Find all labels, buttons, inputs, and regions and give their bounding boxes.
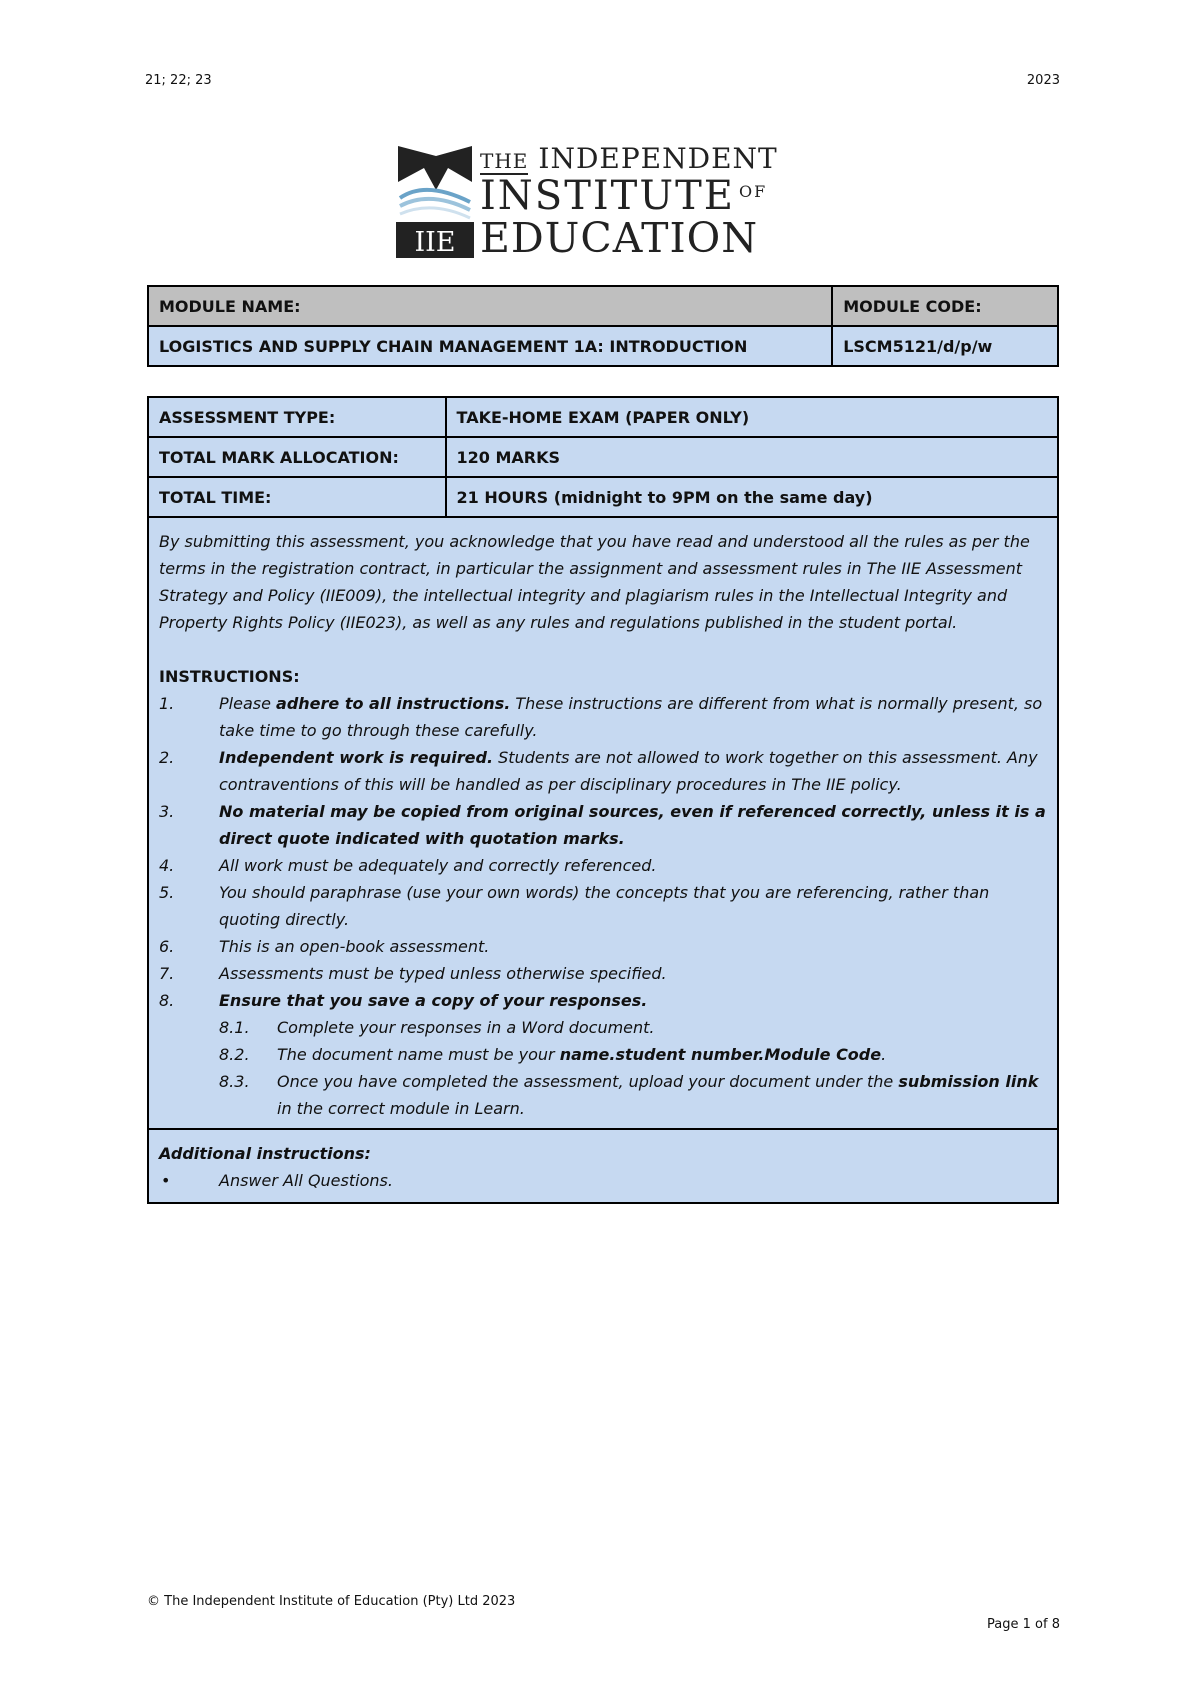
sub-instruction-item: 8.3. Once you have completed the assessment, upload your document under the submission link in the correct module in Learn. [219,1072,1039,1118]
logo-education: EDUCATION [480,214,759,262]
instruction-item: 6. This is an open-book assessment. [159,937,490,956]
instruction-item: 2. Independent work is required. Students are not allowed to work together on this assessment. Any contraventions of this will be handled as per disciplinary procedures in The IIE policy. [159,748,1038,794]
instruction-item: 1. Please adhere to all instructions. These instructions are different from what is normally present, so take time to go through these carefully. [159,694,1043,740]
logo-of: OF [738,182,768,201]
total-mark-label: TOTAL MARK ALLOCATION: [148,437,446,477]
module-name-value: LOGISTICS AND SUPPLY CHAIN MANAGEMENT 1A: INTRODUCTION [148,326,832,366]
header-year: 2023 [1026,73,1060,88]
instruction-item: 4. All work must be adequately and correctly referenced. [159,856,657,875]
logo-independent: INDEPENDENT [538,142,778,175]
assessment-table [147,396,1059,1204]
logo-institute: INSTITUTE [480,173,735,219]
module-name-label: MODULE NAME: [148,286,832,326]
assessment-type-label: ASSESSMENT TYPE: [148,397,446,437]
sub-instructions-list [219,1014,1047,1122]
instructions-title: INSTRUCTIONS: [159,667,300,686]
logo-the: THE [480,149,529,173]
bullet-icon: • [161,1171,171,1190]
instruction-item: 5. You should paraphrase (use your own words) the concepts that you are referencing, rather than quoting directly. [159,883,990,929]
additional-instructions-title: Additional instructions: [159,1144,371,1163]
sub-instruction-item: 8.2. The document name must be your name.student number.Module Code. [219,1045,887,1064]
acknowledgement-text: By submitting this assessment, you acknowledge that you have read and understood all the rules as per the terms in the registration contract, in particular the assignment and assessment rules in The IIE Assessment Strategy and Policy (IIE009), the intellectual integrity and plagiarism rules in the Intellectual Integrity and Property Rights Policy (IIE023), as well as any rules and regulations published in the student portal. [159,532,1030,632]
total-time-label: TOTAL TIME: [148,477,446,517]
copyright-footer: © The Independent Institute of Education (Pty) Ltd 2023 [147,1594,516,1609]
module-code-value: LSCM5121/d/p/w [832,326,1058,366]
svg-text:IIE: IIE [414,227,456,258]
iie-book-emblem [396,142,474,258]
instruction-item: 7. Assessments must be typed unless otherwise specified. [159,964,667,983]
instructions-list [159,690,1047,1122]
total-time-value: 21 HOURS (midnight to 9PM on the same day) [446,477,1058,517]
instruction-item: 3. No material may be copied from original sources, even if referenced correctly, unless it is a direct quote indicated with quotation marks. [159,802,1046,848]
iie-logo [396,142,816,260]
instructions-cell [148,517,1058,1129]
sub-instruction-item: 8.1. Complete your responses in a Word document. [219,1018,655,1037]
instruction-item: 8. Ensure that you save a copy of your responses. 8.1. Complete your responses in a Word document. 8.2. The document name must be your name.student number.Module Code. 8.3. Once you have completed the assessment, upload your document under the submission link in the correct module in Learn. [159,987,1047,1122]
module-table [147,285,1059,367]
total-mark-value: 120 MARKS [446,437,1058,477]
header-date-codes: 21; 22; 23 [145,73,212,88]
additional-instruction-item: • Answer All Questions. [159,1167,1047,1194]
logo-wordmark [480,142,816,262]
module-code-label: MODULE CODE: [832,286,1058,326]
assessment-type-value: TAKE-HOME EXAM (PAPER ONLY) [446,397,1058,437]
additional-instructions-cell [148,1129,1058,1203]
page-number: Page 1 of 8 [987,1617,1060,1632]
